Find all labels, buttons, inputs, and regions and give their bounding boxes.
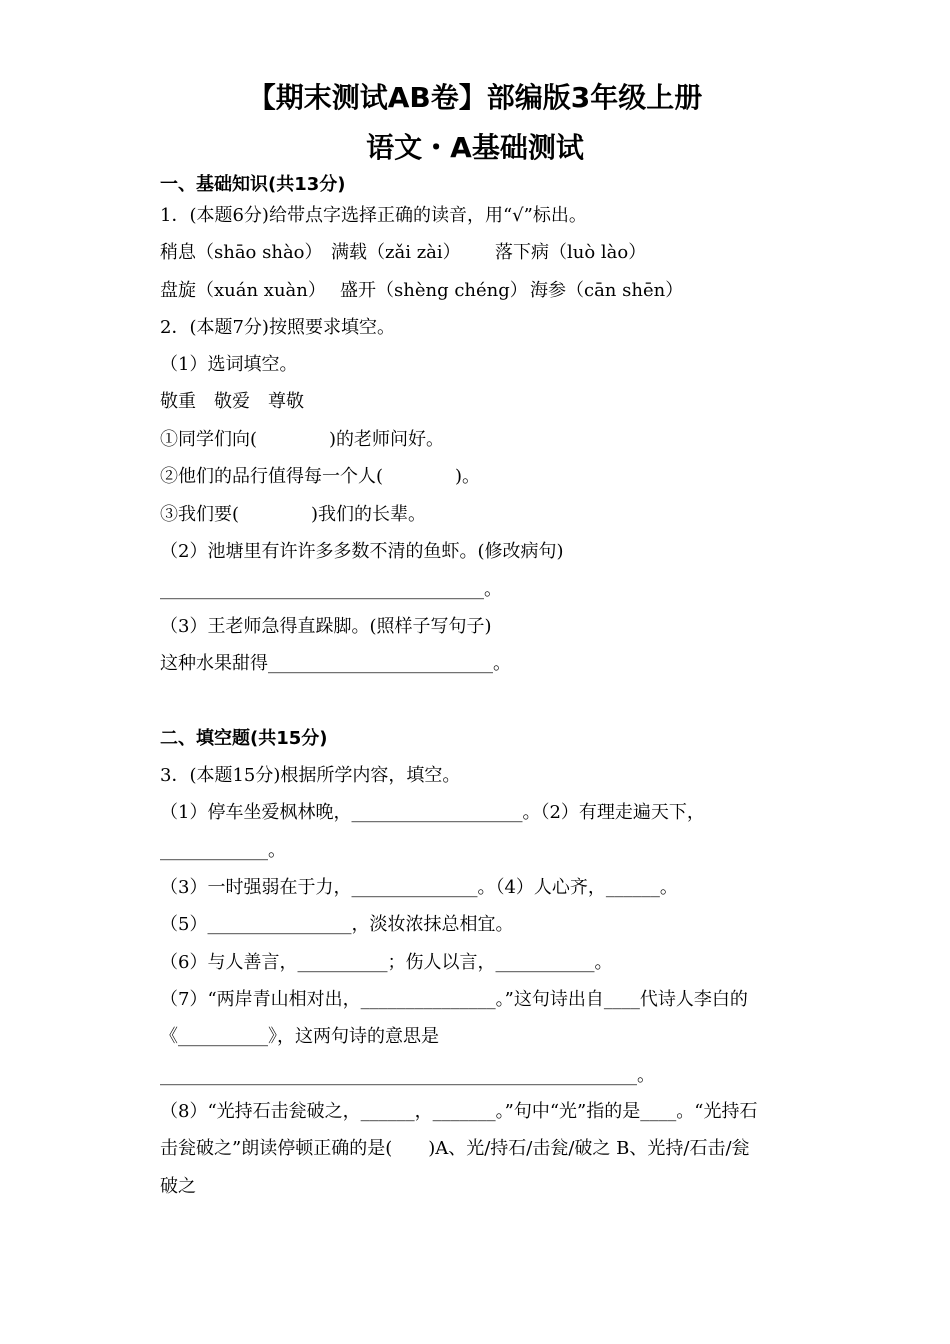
pinyin-row-1 bbox=[160, 242, 800, 264]
poem-line: （6）与人善言，__________；伤人以言，___________。 bbox=[160, 952, 613, 973]
sample-sentence: 这种水果甜得_________________________。 bbox=[160, 653, 511, 674]
question-2: 2．(本题7分)按照要求填空。 bbox=[160, 317, 395, 338]
poem-line: （8）“光持石击瓮破之，______，_______。”句中“光”指的是____。“光持石 bbox=[160, 1101, 758, 1122]
poem-line: 《__________》，这两句诗的意思是 bbox=[160, 1026, 439, 1047]
sub-question: （3）王老师急得直跺脚。(照样子写句子) bbox=[160, 616, 492, 637]
poem-line: 击瓮破之”朗读停顿正确的是( )A、光/持石/击瓮/破之 B、光持/石击/瓮 bbox=[160, 1138, 750, 1159]
poem-line: 破之 bbox=[160, 1176, 196, 1197]
poem-line: （7）“两岸青山相对出，_______________。”这句诗出自____代诗人李白的 bbox=[160, 989, 748, 1010]
word-options: 敬重 敬爱 尊敬 bbox=[160, 391, 304, 412]
pinyin-item: 稍息（shāo shào） bbox=[160, 242, 323, 263]
fill-blank-2: ②他们的品行值得每一个人( )。 bbox=[160, 466, 481, 487]
page-title: 【期末测试AB卷】部编版3年级上册 bbox=[247, 81, 703, 114]
pinyin-item: 落下病（luò lào） bbox=[495, 242, 647, 263]
fill-blank-3: ③我们要( )我们的长辈。 bbox=[160, 504, 427, 525]
section1-heading: 一、基础知识(共13分) bbox=[160, 174, 346, 195]
section2-heading: 二、填空题(共15分) bbox=[160, 728, 328, 749]
pinyin-item: 海参（cān shēn） bbox=[530, 280, 684, 301]
question-3: 3．(本题15分)根据所学内容，填空。 bbox=[160, 765, 461, 786]
poem-line: ____________。 bbox=[160, 840, 286, 861]
poem-line: （3）一时强弱在于力，______________。（4）人心齐，______。 bbox=[160, 877, 678, 898]
sub-question: （1）选词填空。 bbox=[160, 354, 298, 375]
answer-line: ____________________________________。 bbox=[160, 579, 502, 600]
sub-question: （2）池塘里有许许多多数不清的鱼虾。(修改病句) bbox=[160, 541, 564, 562]
pinyin-item: 满载（zǎi zài） bbox=[331, 242, 461, 263]
question-1: 1．(本题6分)给带点字选择正确的读音，用“√”标出。 bbox=[160, 205, 587, 226]
page-subtitle: 语文・A基础测试 bbox=[366, 131, 584, 164]
poem-line: （5）________________，淡妆浓抹总相宜。 bbox=[160, 914, 514, 935]
answer-line: _____________________________________________________。 bbox=[160, 1065, 655, 1086]
poem-line: （1）停车坐爱枫林晚，___________________。（2）有理走遍天下， bbox=[160, 802, 705, 823]
fill-blank-1: ①同学们向( )的老师问好。 bbox=[160, 429, 445, 450]
pinyin-item: 盘旋（xuán xuàn） bbox=[160, 280, 326, 301]
pinyin-item: 盛开（shèng chéng） bbox=[340, 280, 528, 301]
pinyin-row-2 bbox=[160, 280, 800, 302]
